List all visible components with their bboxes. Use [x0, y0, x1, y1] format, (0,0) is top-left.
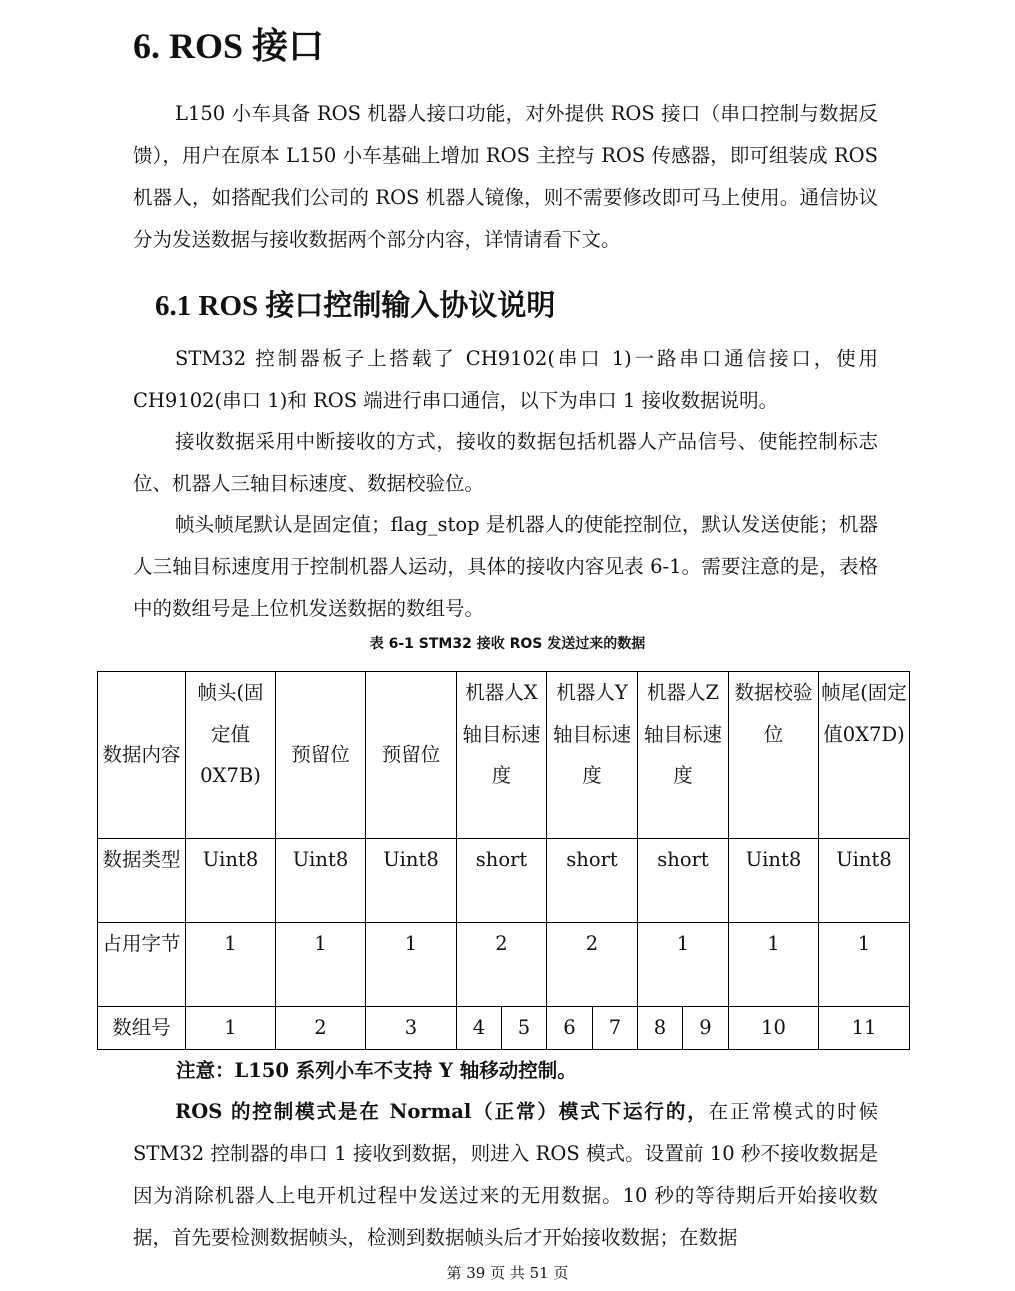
row-header: 数据内容 — [98, 672, 186, 839]
table-cell: 3 — [366, 1007, 457, 1050]
section-heading: 6. ROS 接口 — [133, 26, 325, 66]
table-cell: 机器人Z轴目标速度 — [638, 672, 729, 839]
table-cell: 预留位 — [276, 672, 366, 839]
intro-paragraph: L150 小车具备 ROS 机器人接口功能，对外提供 ROS 接口（串口控制与数据反馈），用户在原本 L150 小车基础上增加 ROS 主控与 ROS 传感器，即可组装成 ROS 机器人，如搭配我们公司的 ROS 机器人镜像，则不需要修改即可马上使用。通信协议分为发送数据与接收数据两个部分内容，详情请看下文。 — [133, 102, 878, 251]
table-row — [98, 1007, 910, 1050]
table-row — [98, 839, 910, 923]
table-cell: 帧头(固定值0X7B) — [186, 672, 276, 839]
table-cell: 机器人Y轴目标速度 — [547, 672, 638, 839]
table-cell: 1 — [186, 923, 276, 1007]
note: 注意：L150 系列小车不支持 Y 轴移动控制。 — [176, 1059, 577, 1082]
table-cell: 7 — [593, 1007, 638, 1050]
table-cell: 8 — [638, 1007, 683, 1050]
bold-lead: ROS 的控制模式是在 Normal（正常）模式下运行的， — [175, 1100, 709, 1123]
table-cell: short — [638, 839, 729, 923]
table-cell: 帧尾(固定值0X7D) — [819, 672, 910, 839]
row-header: 数组号 — [98, 1007, 186, 1050]
table-cell: 2 — [547, 923, 638, 1007]
table-cell: 预留位 — [366, 672, 457, 839]
row-header: 占用字节 — [98, 923, 186, 1007]
paragraph-serial: STM32 控制器板子上搭载了 CH9102(串口 1)一路串口通信接口，使用 CH9102(串口 1)和 ROS 端进行串口通信，以下为串口 1 接收数据说明。 — [133, 347, 878, 412]
table-cell: 1 — [186, 1007, 276, 1050]
table-cell: short — [457, 839, 547, 923]
table-cell: 机器人X轴目标速度 — [457, 672, 547, 839]
table-cell: 1 — [729, 923, 819, 1007]
table-cell: 6 — [547, 1007, 593, 1050]
table-cell: 1 — [366, 923, 457, 1007]
table-cell: 1 — [276, 923, 366, 1007]
table-cell: 9 — [683, 1007, 729, 1050]
table-row — [98, 672, 910, 839]
table-cell: 2 — [276, 1007, 366, 1050]
paragraph-receive: 接收数据采用中断接收的方式，接收的数据包括机器人产品信号、使能控制标志位、机器人三轴目标速度、数据校验位。 — [133, 430, 878, 495]
table-cell: 11 — [819, 1007, 910, 1050]
table-cell: Uint8 — [729, 839, 819, 923]
paragraph-ros-mode — [133, 1091, 878, 1259]
table-cell: short — [547, 839, 638, 923]
protocol-table — [97, 671, 910, 1050]
table-cell: 1 — [638, 923, 729, 1007]
row-header: 数据类型 — [98, 839, 186, 923]
page-footer: 第 39 页 共 51 页 — [446, 1264, 569, 1282]
table-cell: Uint8 — [819, 839, 910, 923]
table-cell: 10 — [729, 1007, 819, 1050]
table-caption: 表 6-1 STM32 接收 ROS 发送过来的数据 — [369, 636, 646, 652]
subsection-heading: 6.1 ROS 接口控制输入协议说明 — [155, 290, 556, 322]
table-cell: 5 — [502, 1007, 547, 1050]
table-cell: 2 — [457, 923, 547, 1007]
table-cell: 数据校验位 — [729, 672, 819, 839]
table-row — [98, 923, 910, 1007]
paragraph-frame: 帧头帧尾默认是固定值；flag_stop 是机器人的使能控制位，默认发送使能；机器人三轴目标速度用于控制机器人运动，具体的接收内容见表 6-1。需要注意的是，表格中的数组号是上位机发送数据的数组号。 — [133, 513, 878, 620]
paragraph-text: 在正常模式的时候 STM32 控制器的串口 1 接收到数据，则进入 ROS 模式。设置前 10 秒不接收数据是因为消除机器人上电开机过程中发送过来的无用数据。10 秒的等待期后开始接收数据，首先要检测数据帧头，检测到数据帧头后才开始接收数据；在数据 — [133, 1100, 878, 1249]
table-cell: Uint8 — [186, 839, 276, 923]
table-cell: Uint8 — [366, 839, 457, 923]
table-cell: 1 — [819, 923, 910, 1007]
table-cell: Uint8 — [276, 839, 366, 923]
table-cell: 4 — [457, 1007, 502, 1050]
